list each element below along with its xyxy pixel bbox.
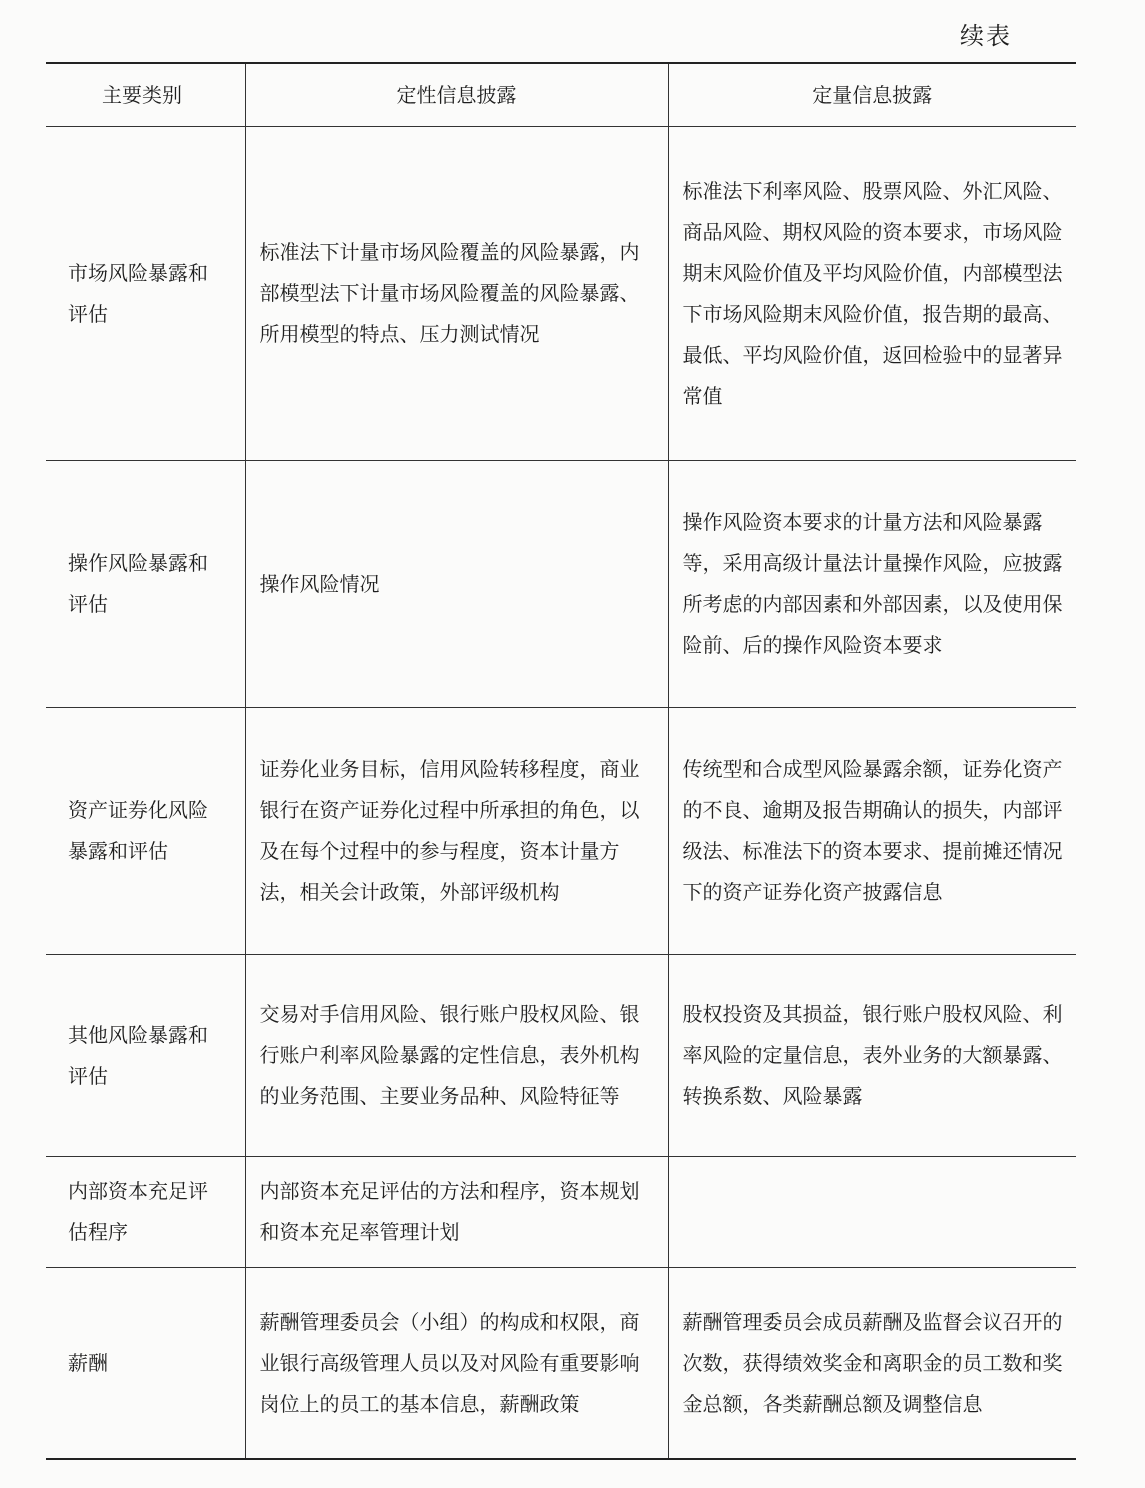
header-row xyxy=(46,63,1076,127)
header-category: 主要类别 xyxy=(46,63,245,127)
qualitative-cell: 内部资本充足评估的方法和程序，资本规划和资本充足率管理计划 xyxy=(245,1157,668,1268)
disclosure-table xyxy=(46,62,1076,1460)
quantitative-cell: 操作风险资本要求的计量方法和风险暴露等，采用高级计量法计量操作风险，应披露所考虑的内部因素和外部因素，以及使用保险前、后的操作风险资本要求 xyxy=(668,461,1076,708)
qualitative-cell: 证券化业务目标，信用风险转移程度，商业银行在资产证券化过程中所承担的角色，以及在每个过程中的参与程度，资本计量方法，相关会计政策，外部评级机构 xyxy=(245,708,668,955)
header-quantitative: 定量信息披露 xyxy=(668,63,1076,127)
category-cell: 资产证券化风险暴露和评估 xyxy=(46,708,245,955)
category-cell: 其他风险暴露和评估 xyxy=(46,955,245,1157)
category-cell: 内部资本充足评估程序 xyxy=(46,1157,245,1268)
category-cell: 市场风险暴露和评估 xyxy=(46,127,245,461)
category-cell: 薪酬 xyxy=(46,1268,245,1460)
quantitative-cell: 薪酬管理委员会成员薪酬及监督会议召开的次数，获得绩效奖金和离职金的员工数和奖金总额，各类薪酬总额及调整信息 xyxy=(668,1268,1076,1460)
quantitative-cell: 标准法下利率风险、股票风险、外汇风险、商品风险、期权风险的资本要求，市场风险期末风险价值及平均风险价值，内部模型法下市场风险期末风险价值，报告期的最高、最低、平均风险价值，返回检验中的显著异常值 xyxy=(668,127,1076,461)
quantitative-cell: 股权投资及其损益，银行账户股权风险、利率风险的定量信息，表外业务的大额暴露、转换系数、风险暴露 xyxy=(668,955,1076,1157)
table-row xyxy=(46,127,1076,461)
header-qualitative: 定性信息披露 xyxy=(245,63,668,127)
quantitative-cell xyxy=(668,1157,1076,1268)
continued-table-label: 续表 xyxy=(960,22,1012,50)
quantitative-cell: 传统型和合成型风险暴露余额，证券化资产的不良、逾期及报告期确认的损失，内部评级法、标准法下的资本要求、提前摊还情况下的资产证券化资产披露信息 xyxy=(668,708,1076,955)
table-header xyxy=(46,63,1076,127)
qualitative-cell: 薪酬管理委员会（小组）的构成和权限，商业银行高级管理人员以及对风险有重要影响岗位上的员工的基本信息，薪酬政策 xyxy=(245,1268,668,1460)
qualitative-cell: 交易对手信用风险、银行账户股权风险、银行账户利率风险暴露的定性信息，表外机构的业务范围、主要业务品种、风险特征等 xyxy=(245,955,668,1157)
table-row xyxy=(46,1268,1076,1460)
qualitative-cell: 标准法下计量市场风险覆盖的风险暴露，内部模型法下计量市场风险覆盖的风险暴露、所用模型的特点、压力测试情况 xyxy=(245,127,668,461)
qualitative-cell: 操作风险情况 xyxy=(245,461,668,708)
category-cell: 操作风险暴露和评估 xyxy=(46,461,245,708)
table-body xyxy=(46,127,1076,1460)
table-row xyxy=(46,708,1076,955)
table-row xyxy=(46,955,1076,1157)
table-row xyxy=(46,1157,1076,1268)
table-row xyxy=(46,461,1076,708)
